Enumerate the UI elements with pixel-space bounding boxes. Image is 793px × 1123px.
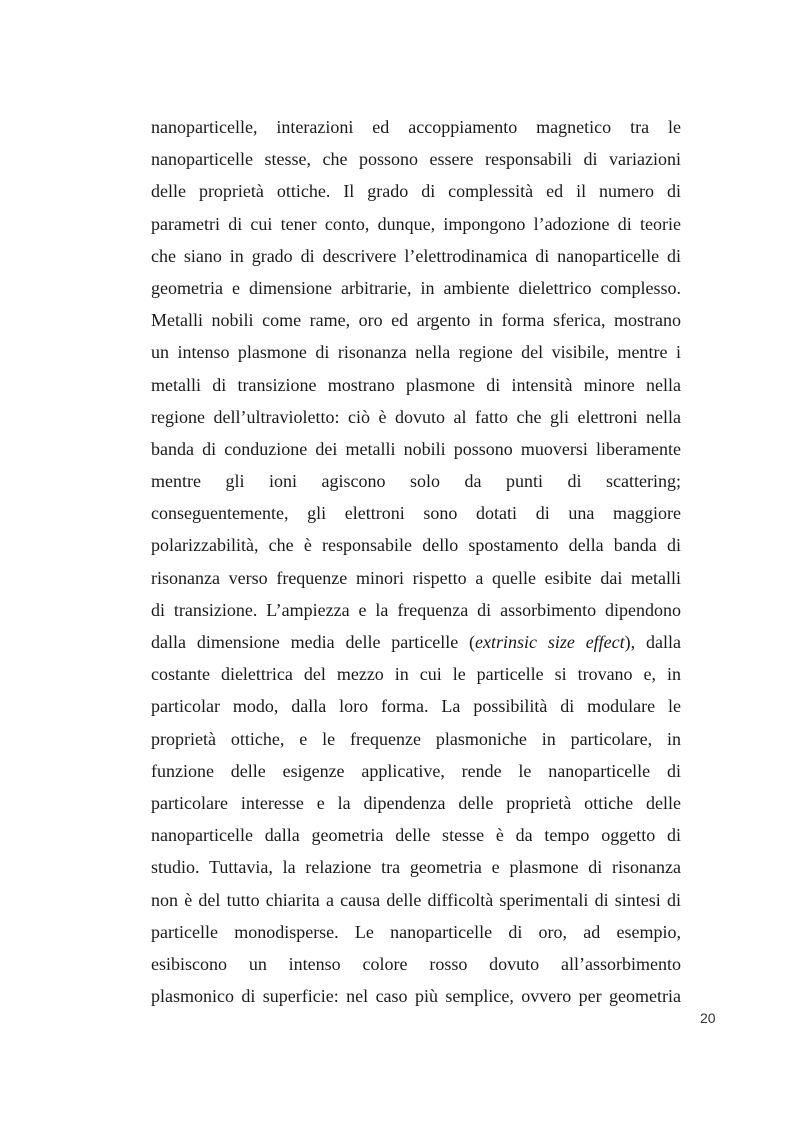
text-line: nanoparticelle stesse, che possono essere responsabili di variazioni — [151, 149, 681, 170]
text-line: polarizzabilità, che è responsabile dello spostamento della banda di — [151, 535, 681, 556]
text-line: funzione delle esigenze applicative, rende le nanoparticelle di — [151, 760, 681, 781]
text-line: particolar modo, dalla loro forma. La possibilità di modulare le — [151, 696, 681, 717]
text-line: risonanza verso frequenze minori rispetto a quelle esibite dai metalli — [151, 567, 681, 588]
text-segment: dalla dimensione media delle particelle ( — [151, 632, 476, 652]
text-line: parametri di cui tener conto, dunque, impongono l’adozione di teorie — [151, 213, 681, 234]
text-line: di transizione. L’ampiezza e la frequenza di assorbimento dipendono — [151, 599, 681, 620]
text-line: nanoparticelle, interazioni ed accoppiamento magnetico tra le — [151, 117, 681, 137]
text-segment: ), dalla — [624, 632, 681, 652]
text-line: geometria e dimensione arbitrarie, in ambiente dielettrico complesso. — [151, 277, 681, 298]
text-line: un intenso plasmone di risonanza nella regione del visibile, mentre i — [151, 342, 681, 363]
text-line: mentre gli ioni agiscono solo da punti di scattering; — [151, 471, 681, 492]
text-line: costante dielettrica del mezzo in cui le particelle si trovano e, in — [151, 664, 681, 685]
italic-term: extrinsic size effect — [475, 632, 625, 652]
text-line: particelle monodisperse. Le nanoparticelle di oro, ad esempio, — [151, 921, 681, 942]
text-line: conseguentemente, gli elettroni sono dotati di una maggiore — [151, 503, 681, 524]
text-line: esibiscono un intenso colore rosso dovuto all’assorbimento — [151, 953, 681, 974]
text-line: non è del tutto chiarita a causa delle difficoltà sperimentali di sintesi di — [151, 889, 681, 910]
body-paragraph — [151, 111, 681, 1012]
text-line — [151, 626, 681, 658]
text-line: che siano in grado di descrivere l’elettrodinamica di nanoparticelle di — [151, 245, 681, 266]
text-line: regione dell’ultravioletto: ciò è dovuto al fatto che gli elettroni nella — [151, 406, 681, 427]
text-line: nanoparticelle dalla geometria delle stesse è da tempo oggetto di — [151, 825, 681, 846]
text-line: Metalli nobili come rame, oro ed argento in forma sferica, mostrano — [151, 310, 681, 331]
text-line: banda di conduzione dei metalli nobili possono muoversi liberamente — [151, 438, 681, 459]
text-line: studio. Tuttavia, la relazione tra geometria e plasmone di risonanza — [151, 857, 681, 878]
text-line: delle proprietà ottiche. Il grado di complessità ed il numero di — [151, 181, 681, 202]
page-number: 20 — [700, 1010, 716, 1026]
text-line: plasmonico di superficie: nel caso più semplice, ovvero per geometria — [151, 986, 681, 1007]
text-line: particolare interesse e la dipendenza delle proprietà ottiche delle — [151, 792, 681, 813]
text-line: metalli di transizione mostrano plasmone di intensità minore nella — [151, 374, 681, 395]
text-line: proprietà ottiche, e le frequenze plasmoniche in particolare, in — [151, 728, 681, 749]
